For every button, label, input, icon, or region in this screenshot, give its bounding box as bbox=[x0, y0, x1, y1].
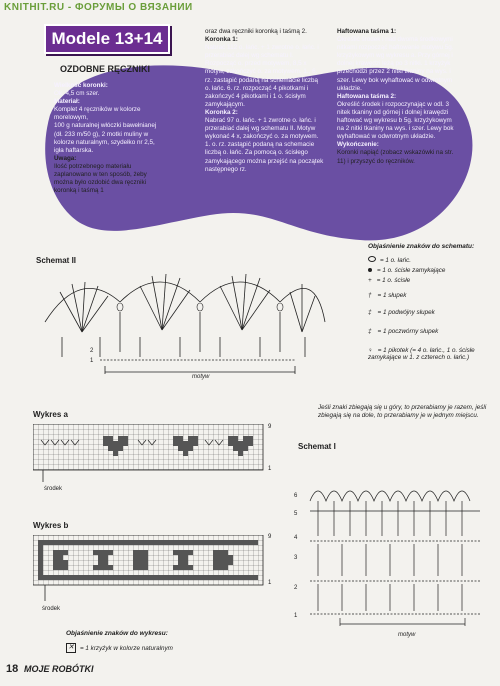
model-title: Modele 13+14 bbox=[51, 29, 163, 48]
material-text-b: 100 g naturalnej włóczki bawełnianej (dł. 233 m/50 g), 2 motki muliny w kolorze naturalnym, szydełko nr 2,5, igła haftarska. bbox=[54, 122, 157, 154]
schema-legend-title: Objaśnienie znaków do schematu: bbox=[368, 243, 475, 250]
note-text: Ilość potrzebnego materiału zaplanowano w ten sposób, żeby można było ozdobić dwa ręczniki koronką i taśmą 1 bbox=[54, 162, 147, 195]
legend-chain: = 1 o. łańc. bbox=[368, 256, 498, 264]
lace2-heading: Koronka 2: bbox=[205, 108, 238, 116]
legend-quad-treble: ‡ = 1 poczwórny słupek bbox=[368, 328, 439, 335]
wykres-b-top-num: 9 bbox=[268, 534, 272, 540]
cross-stitch-icon: ✕ bbox=[66, 643, 76, 653]
note-heading: Uwaga: bbox=[54, 154, 77, 162]
wykres-a-title: Wykres a bbox=[33, 410, 68, 419]
schemat1-row1: 1 bbox=[294, 613, 298, 619]
legend-double-crochet: † = 1 słupek bbox=[368, 292, 407, 299]
schemat1-motif-label: motyw bbox=[398, 632, 416, 638]
legend-slip-stitch: = 1 o. ścisłe zamykające bbox=[368, 267, 498, 274]
wykres-a-top-num: 9 bbox=[268, 424, 272, 430]
col2-intro: oraz dwa ręczniki koronką i taśmą 2. bbox=[205, 28, 307, 35]
schema-legend bbox=[368, 243, 498, 361]
finish-text: Koronki napiąć (zobacz wskazówki na str. 11) i przyszyć do ręczników. bbox=[337, 149, 454, 165]
lace1-heading: Koronka 1: bbox=[205, 36, 238, 44]
schemat2-title: Schemat II bbox=[36, 256, 77, 265]
wykres-b-center-label: środek bbox=[42, 606, 61, 612]
text-column-3 bbox=[337, 28, 455, 166]
wykres-a-center-label: środek bbox=[44, 486, 63, 492]
tape1-text: Określić środek i nad dwoma środkowymi nitkami rozpocząć haftowanie motywu 5g. krzyżykowym wg wykresu a. Przy górnej i dolnej krawędzi leżą po 3 nitki. 1 krzyżyk przechodzi przez 2 nitki tkaniny na wys. i szer. Lewy bok wyhaftować w odwrotnym układzie. bbox=[337, 36, 454, 92]
tape1-heading: Haftowana taśma 1: bbox=[337, 28, 397, 35]
schemat2-row2-label: 2 bbox=[90, 348, 94, 354]
schemat1-row6: 6 bbox=[294, 493, 298, 499]
schemat2-row1-label: 1 bbox=[90, 358, 94, 364]
merge-note: Jeśli znaki zbiegają się u góry, to przerabiamy je razem, jeśli zbiegają się na dole, to przerabiamy je w jednym miejscu. bbox=[318, 404, 487, 419]
wykres-b-bottom-num: 1 bbox=[268, 580, 272, 586]
material-text-a: Komplet 4 ręczników w kolorze morelowym, bbox=[54, 106, 141, 122]
schemat1-row2: 2 bbox=[294, 585, 298, 591]
finish-heading: Wykończenie: bbox=[337, 141, 379, 149]
wykres-a-bottom-num: 1 bbox=[268, 466, 272, 472]
material-heading: Materiał: bbox=[54, 98, 80, 106]
lace1-text: Nabrać 112 o. łańc. + 1 zwrotne o. łańc. i przerabiać dalej wg schematu I. Rozpocząć o. przed motywem, 8,5 x motyw, zakończyć o. za motywem. 1., 6. rz. zastąpić podaną na schemacie liczbą o. łańc. 6. rz. rozpocząć 4 pikotkami i zakończyć 4 pikotkami i 1 o. ścisłym zamykającym. bbox=[205, 44, 319, 108]
tape2-text: Określić środek i rozpoczynając w odl. 3 nitek tkaniny od górnej i dolnej krawędzi haftować wg wykresu b 5g. krzyżykowym na 2 nitki tkaniny na wys. i szer. Lewy bok wyhaftować w odwrotnym układzie. bbox=[337, 100, 454, 141]
legend-single-crochet: + = 1 o. ścisłe bbox=[368, 277, 411, 284]
legend-treble: ‡ = 1 podwójny słupek bbox=[368, 309, 435, 316]
legend-cross-item: ✕ = 1 krzyżyk w kolorze naturalnym bbox=[66, 643, 173, 653]
wykres-b-chart bbox=[33, 535, 265, 605]
legend-picot: ♀ = 1 pikotek (= 4 o. łańc., 1 o. ścisłe zamykające w 1. z czterech o. łańc.) bbox=[368, 347, 475, 361]
text-column-1 bbox=[54, 82, 166, 195]
model-title-box bbox=[44, 24, 170, 54]
section-title: OZDOBNE RĘCZNIKI bbox=[60, 64, 150, 74]
schemat1-row3: 3 bbox=[294, 555, 298, 561]
magazine-brand: MOJE ROBÓTKI bbox=[24, 664, 94, 674]
schemat1-row5: 5 bbox=[294, 511, 298, 517]
page-number: 18 bbox=[6, 663, 19, 675]
schemat1-title: Schemat I bbox=[298, 442, 336, 451]
schemat2-diagram bbox=[40, 262, 330, 382]
schemat2-motif-label: motyw bbox=[192, 374, 210, 380]
size-heading: Wielkość koronki: bbox=[54, 82, 108, 89]
wykres-a-chart bbox=[33, 424, 265, 484]
chart-legend bbox=[66, 630, 173, 653]
size-text: Ok. 4,5 cm szer. bbox=[54, 90, 100, 98]
schemat1-row4: 4 bbox=[294, 535, 298, 541]
schemat1-diagram bbox=[300, 466, 495, 631]
text-column-2 bbox=[205, 28, 325, 174]
lace2-text: Nabrać 97 o. łańc. + 1 zwrotne o. łańc. i przerabiać dalej wg schematu II. Motyw wykonać 4 x, zakończyć o. za motywem. 1. o. rz. zastąpić podaną na schemacie liczbą o. łańc. Za pomocą o. ścisłego zamykającego można przejść na początek następnego rz. bbox=[205, 117, 324, 173]
tape2-heading: Haftowana taśma 2: bbox=[337, 92, 397, 100]
chart-legend-title: Objaśnienie znaków do wykresu: bbox=[66, 630, 168, 637]
watermark: KNITHIT.RU - ФОРУМЫ О ВЯЗАНИИ bbox=[4, 2, 193, 13]
wykres-b-title: Wykres b bbox=[33, 521, 69, 530]
